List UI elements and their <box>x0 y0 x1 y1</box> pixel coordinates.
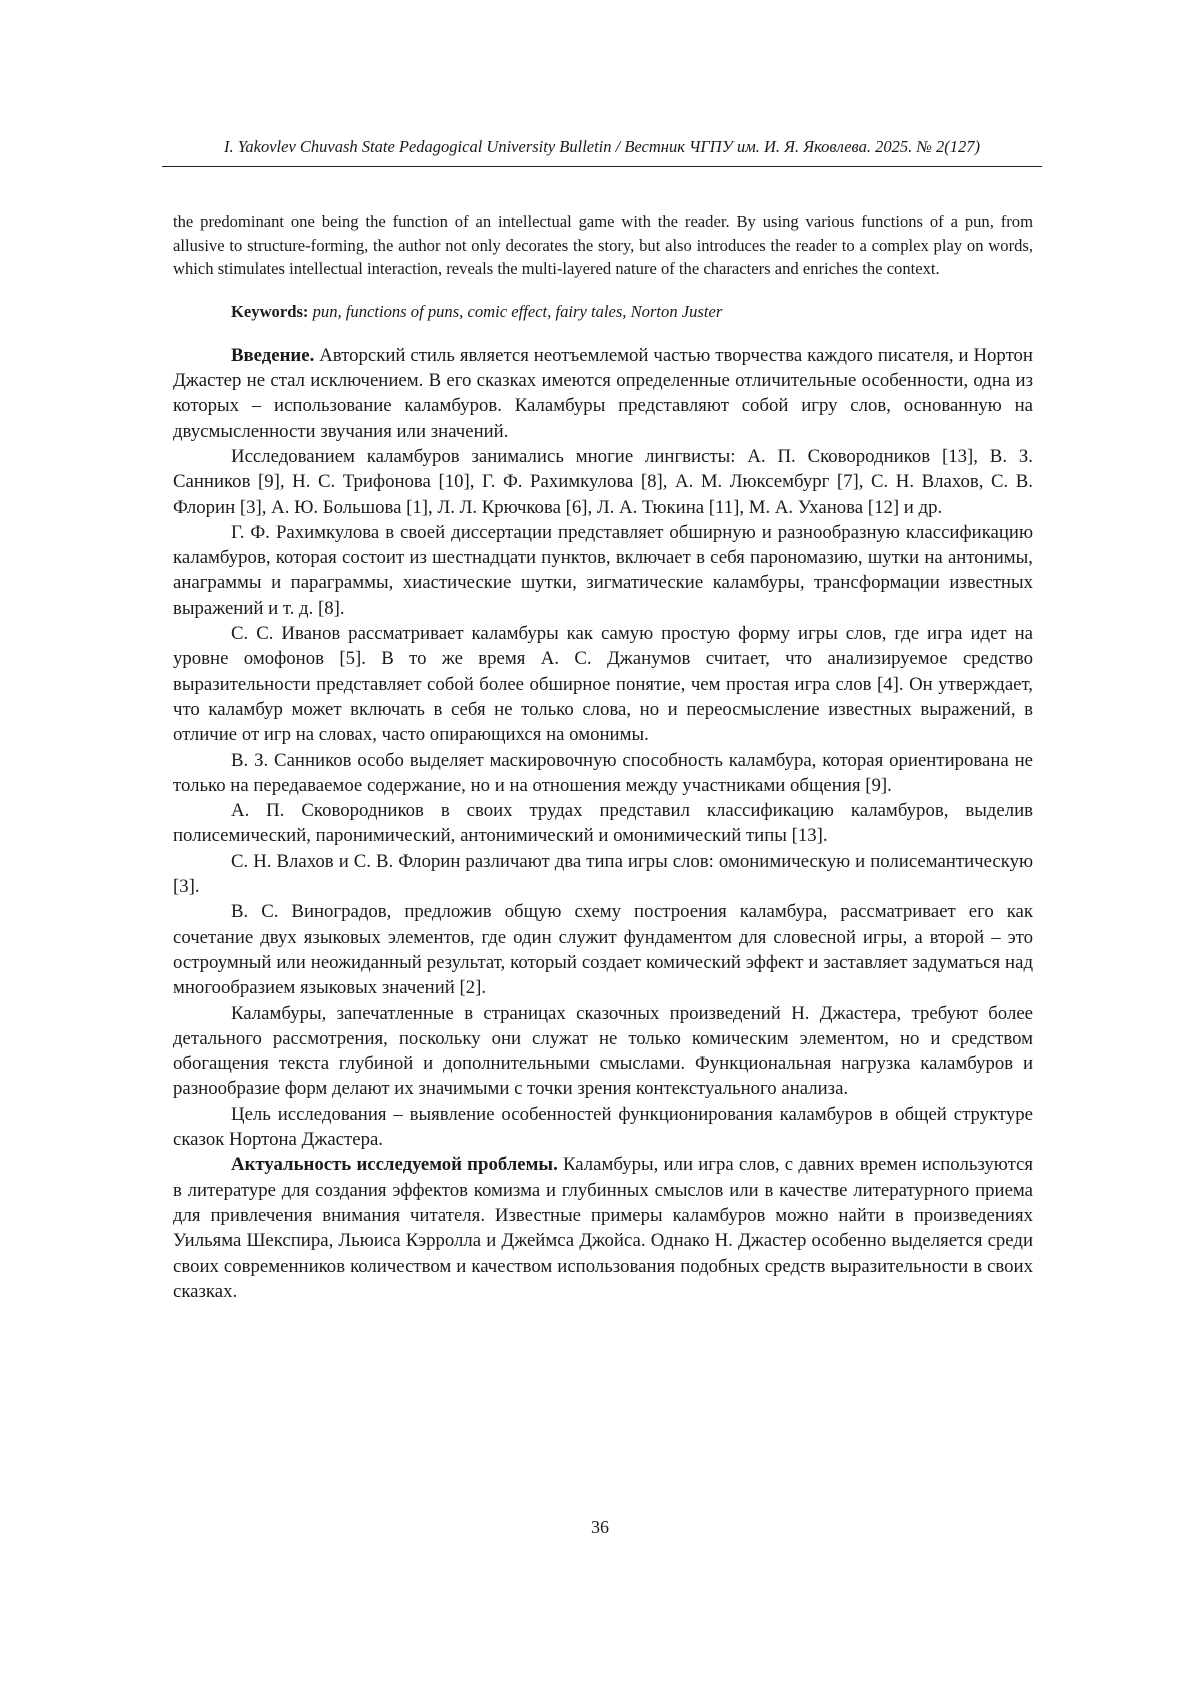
keywords-label: Keywords: <box>231 302 309 322</box>
body-paragraph-7: С. Н. Влахов и С. В. Флорин различают два типа игры слов: омонимическую и полисемантическую [3]. <box>173 850 1033 898</box>
article-body <box>173 343 1033 1304</box>
intro-paragraph <box>173 343 1033 444</box>
body-paragraph-3: Г. Ф. Рахимкулова в своей диссертации представляет обширную и разнообразную классификацию каламбуров, которая состоит из шестнадцати пунктов, включает в себя парономазию, шутки на антонимы, анаграммы и параграммы, хиастические шутки, зигматические каламбуры, трансформации известных выражений и т. д. [8]. <box>173 521 1033 619</box>
relevance-paragraph <box>173 1152 1033 1304</box>
relevance-heading: Актуальность исследуемой проблемы. <box>231 1154 558 1176</box>
keywords <box>173 300 1033 324</box>
body-paragraph-5: В. З. Санников особо выделяет маскировочную способность каламбура, которая ориентирована не только на передаваемое содержание, но и на отношения между участниками общения [9]. <box>173 749 1033 796</box>
intro-text: Авторский стиль является неотъемлемой частью творчества каждого писателя, и Нортон Джастер не стал исключением. В его сказках имеются определенные отличительные особенности, одна из которых – использование каламбуров. Каламбуры представляют собой игру слов, основанную на двусмысленности звучания или значений. <box>173 344 1033 442</box>
body-paragraph-2: Исследованием каламбуров занимались многие лингвисты: А. П. Сковородников [13], В. З. Санников [9], Н. С. Трифонова [10], Г. Ф. Рахимкулова [8], А. М. Люксембург [7], С. Н. Влахов, С. В. Флорин [3], А. Ю. Большова [1], Л. Л. Крючкова [6], Л. А. Тюкина [11], М. А. Уханова [12] и др. <box>173 446 1033 518</box>
body-paragraph-10: Цель исследования – выявление особенностей функционирования каламбуров в общей структуре сказок Нортона Джастера. <box>173 1103 1033 1151</box>
header-rule <box>162 166 1042 167</box>
abstract <box>173 210 1033 281</box>
page-content <box>173 210 1033 1304</box>
relevance-text: Каламбуры, или игра слов, с давних времен используются в литературе для создания эффектов комизма и глубинных смыслов или в качестве литературного приема для привлечения внимания читателя. Известные примеры каламбуров можно найти в произведениях Уильяма Шекспира, Льюиса Кэрролла и Джеймса Джойса. Однако Н. Джастер особенно выделяется среди своих современников количеством и качеством использования подобных средств выразительности в своих сказках. <box>173 1154 1033 1302</box>
body-paragraph-8: В. С. Виноградов, предложив общую схему построения каламбура, рассматривает его как сочетание двух языковых элементов, где один служит фундаментом для словесной игры, а второй – это остроумный или неожиданный результат, который создает комический эффект и заставляет задуматься над многообразием языковых значений [2]. <box>173 901 1033 999</box>
body-paragraph-9: Каламбуры, запечатленные в страницах сказочных произведений Н. Джастера, требуют более детального рассмотрения, поскольку они служат не только комическим элементом, но и средством обогащения текста глубиной и дополнительными смыслами. Функциональная нагрузка каламбуров и разнообразие форм делают их значимыми с точки зрения контекстуального анализа. <box>173 1002 1033 1100</box>
intro-heading: Введение. <box>231 344 315 366</box>
keywords-text: pun, functions of puns, comic effect, fairy tales, Norton Juster <box>312 302 723 322</box>
page-number: 36 <box>591 1517 609 1537</box>
abstract-text: the predominant one being the function of an intellectual game with the reader. By using various functions of a pun, from allusive to structure-forming, the author not only decorates the story, but also introduces the reader to a complex play on words, which stimulates intellectual interaction, reveals the multi-layered nature of the characters and enriches the context. <box>173 212 1033 279</box>
body-paragraph-4: С. С. Иванов рассматривает каламбуры как самую простую форму игры слов, где игра идет на уровне омофонов [5]. В то же время А. С. Джанумов считает, что анализируемое средство выразительности представляет собой более обширное понятие, чем простая игра слов [4]. Он утверждает, что каламбур может включать в себя не только слова, но и переосмысление известных выражений, в отличие от игр на словах, часто опирающихся на омонимы. <box>173 623 1033 746</box>
body-paragraph-6: А. П. Сковородников в своих трудах представил классификацию каламбуров, выделив полисемический, паронимический, антонимический и омонимический типы [13]. <box>173 800 1033 847</box>
running-head: I. Yakovlev Chuvash State Pedagogical University Bulletin / Вестник ЧГПУ им. И. Я. Яковлева. 2025. № 2(127) <box>224 137 980 156</box>
